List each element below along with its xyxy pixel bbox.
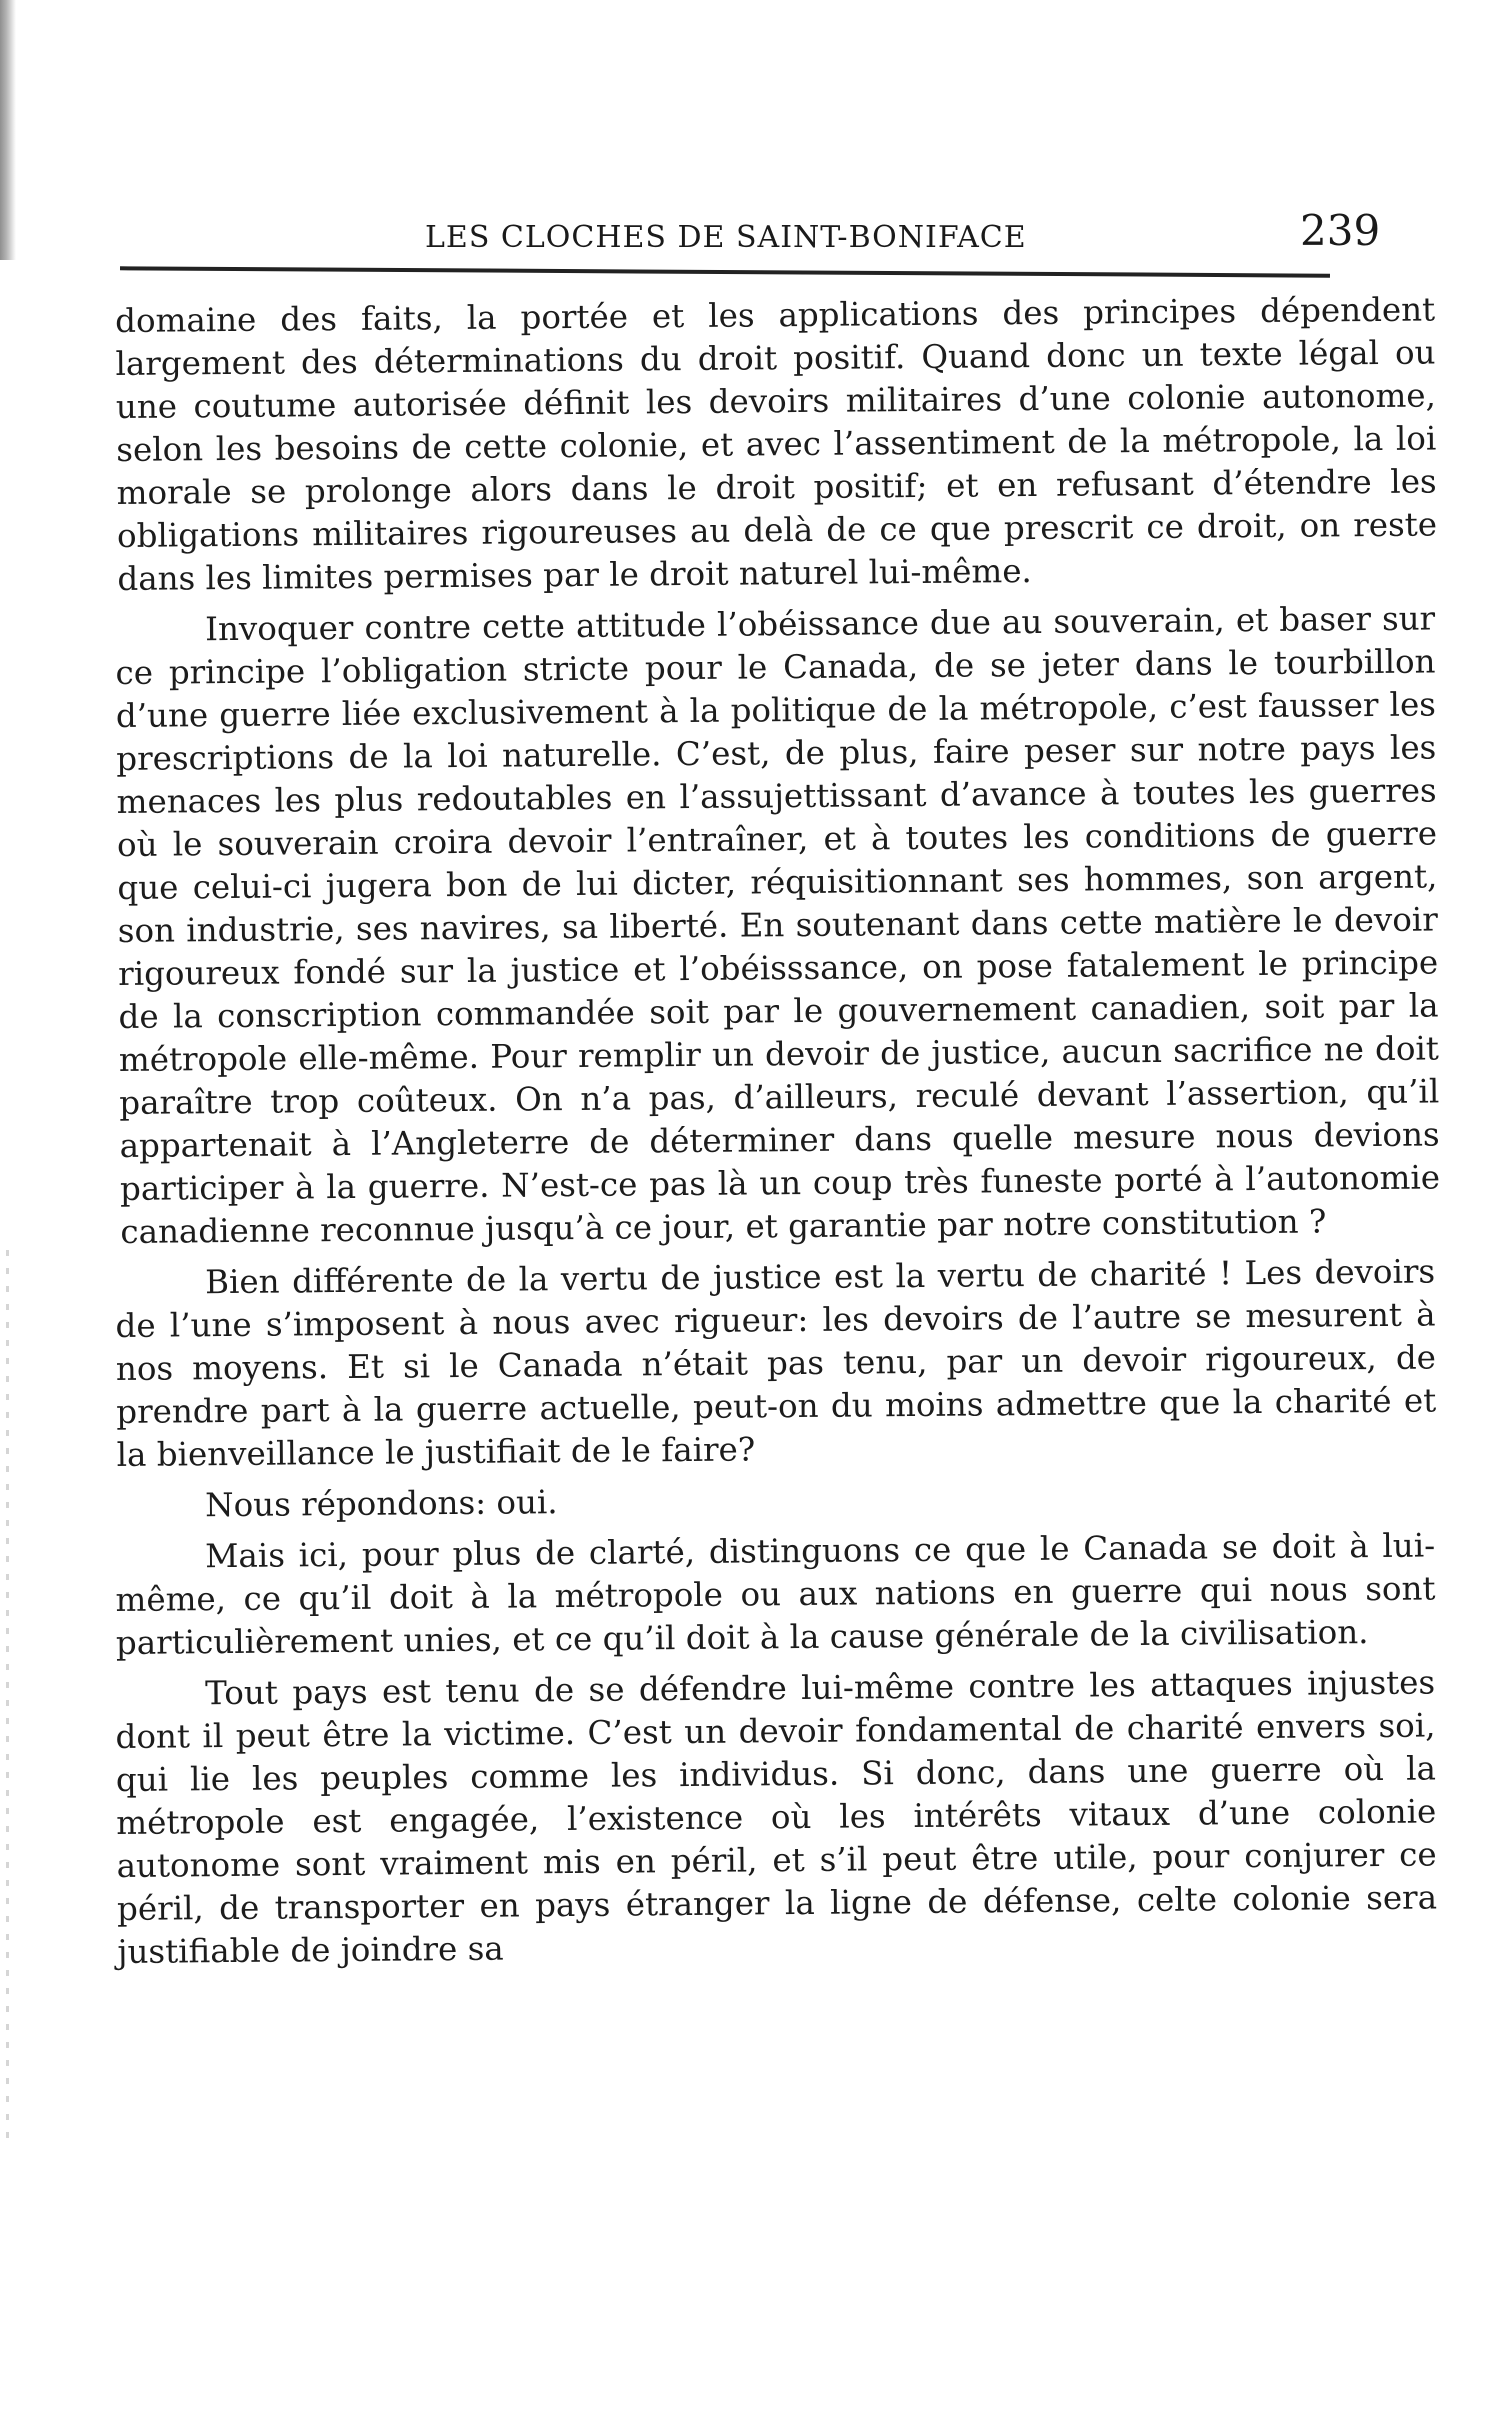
gutter-marks [6,1250,9,2150]
paragraph-6: Tout pays est tenu de se défendre lui-même contre les attaques injustes dont il peut être la victime. C’est un devoir fondamental de charité envers soi, qui lie les peuples comme les individus. Si donc, dans une guerre où la métropole est engagée, l’existence où les intérêts vitaux d’une colonie autonome sont vraiment mis en péril, et s’il peut être utile, pour conjurer ce péril, de transporter en pays étranger la ligne de défense, celte colonie sera justifiable de joindre sa [115,1663,1438,1971]
paragraph-5: Mais ici, pour plus de clarté, distinguons ce que le Canada se doit à lui-même, ce qu’il doit à la métropole ou aux nations en guerre qui nous sont particulièrement unies, et ce qu’il doit à la cause générale de la civilisation. [115,1526,1436,1662]
header-rule [120,266,1330,277]
page-number: 239 [1300,206,1381,255]
paragraph-1: domaine des faits, la portée et les applications des principes dépendent largement des déterminations du droit positif. Quand donc un texte légal ou une coutume autorisée définit les devoirs militaires d’une colonie autonome, selon les besoins de cette colonie, et avec l’assentiment de la métropole, la loi morale se prolonge alors dans le droit positif; et en refusant d’étendre les obligations militaires rigoureuses au delà de ce que prescrit ce droit, on reste dans les limites permises par le droit naturel lui-même. [115,290,1438,598]
binding-edge-shadow [0,0,16,260]
paragraph-4: Nous répondons: oui. [205,1483,558,1525]
body-text [115,290,1441,1982]
paragraph-3: Bien différente de la vertu de justice est la vertu de charité ! Les devoirs de l’une s’imposent à nous avec rigueur: les devoirs de l’autre se mesurent à nos moyens. Et si le Canada n’était pas tenu, par un devoir rigoureux, de prendre part à la guerre actuelle, peut-on du moins admettre que la charité et la bienveillance le justifiait de le faire? [115,1252,1437,1474]
paragraph-2: Invoquer contre cette attitude l’obéissance due au souverain, et baser sur ce principe l’obligation stricte pour le Canada, de se jeter dans le tourbillon d’une guerre liée exclusivement à la politique de la métropole, c’est fausser les prescriptions de la loi naturelle. C’est, de plus, faire peser sur notre pays les menaces les plus redoutables en l’assujettissant d’avance à toutes les guerres où le souverain croira devoir l’entraîner, et à toutes les conditions de guerre que celui-ci jugera bon de lui dicter, réquisitionnant ses hommes, son argent, son industrie, ses navires, sa liberté. En soutenant dans cette matière le devoir rigoureux fondé sur la justice et l’obéisssance, on pose fatalement le principe de la conscription commandée soit par le gouvernement canadien, soit par la métropole elle-même. Pour remplir un devoir de justice, aucun sacrifice ne doit paraître trop coûteux. On n’a pas, d’ailleurs, reculé devant l’assertion, qu’il appartenait à l’Angleterre de déterminer dans quelle mesure nous devions participer à la guerre. N’est-ce pas là un coup très funeste porté à l’autonomie canadienne reconnue jusqu’à ce jour, et garantie par notre constitution ? [115,599,1441,1251]
running-title: LES CLOCHES DE SAINT-BONIFACE [425,220,1027,255]
